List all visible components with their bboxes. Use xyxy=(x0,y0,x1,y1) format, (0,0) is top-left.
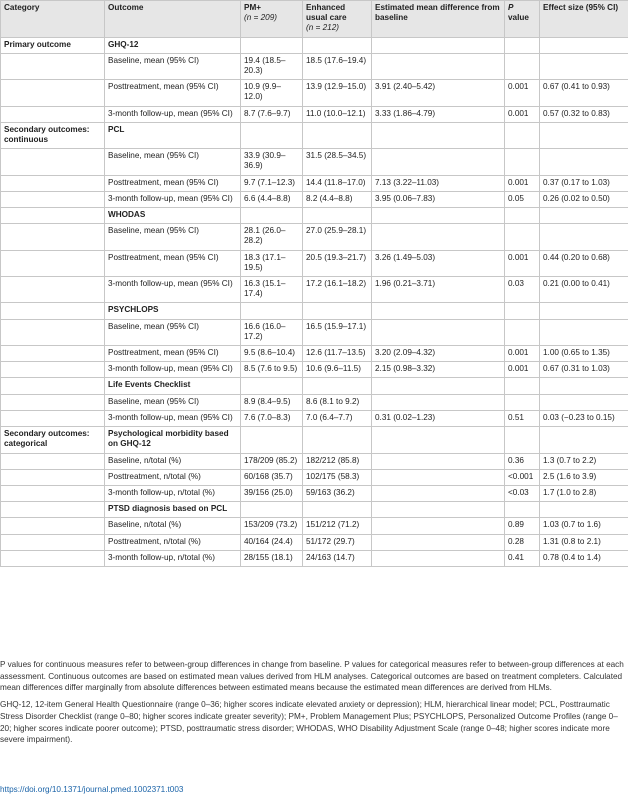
pm-cell: 10.9 (9.9–12.0) xyxy=(241,80,303,106)
effect-cell: 0.67 (0.31 to 1.03) xyxy=(540,362,628,378)
category-cell xyxy=(1,485,105,501)
section-row xyxy=(1,122,628,148)
pm-cell: 28/155 (18.1) xyxy=(241,550,303,566)
euc-cell: 59/163 (36.2) xyxy=(303,485,372,501)
effect-cell xyxy=(540,319,628,345)
effect-cell xyxy=(540,53,628,79)
header-p-value xyxy=(505,1,540,38)
pm-cell: 33.9 (30.9–36.9) xyxy=(241,149,303,175)
table-row xyxy=(1,106,628,122)
diff-cell xyxy=(372,37,505,53)
p-cell: 0.001 xyxy=(505,346,540,362)
pm-cell xyxy=(241,502,303,518)
diff-cell xyxy=(372,453,505,469)
header-enhanced-usual-care xyxy=(303,1,372,38)
p-cell xyxy=(505,53,540,79)
table-row xyxy=(1,362,628,378)
p-cell xyxy=(505,378,540,394)
category-cell xyxy=(1,250,105,276)
table-row xyxy=(1,80,628,106)
header-euc-label: Enhanced usual care xyxy=(306,3,347,23)
pm-cell: 40/164 (24.4) xyxy=(241,534,303,550)
category-cell xyxy=(1,469,105,485)
p-cell: 0.28 xyxy=(505,534,540,550)
outcome-cell: Baseline, mean (95% CI) xyxy=(105,149,241,175)
category-cell xyxy=(1,53,105,79)
outcome-cell: 3-month follow-up, mean (95% CI) xyxy=(105,191,241,207)
table-row xyxy=(1,485,628,501)
pm-cell: 28.1 (26.0–28.2) xyxy=(241,224,303,250)
effect-cell: 0.67 (0.41 to 0.93) xyxy=(540,80,628,106)
effect-cell xyxy=(540,208,628,224)
effect-cell xyxy=(540,122,628,148)
effect-cell: 0.26 (0.02 to 0.50) xyxy=(540,191,628,207)
category-cell xyxy=(1,378,105,394)
diff-cell: 3.20 (2.09–4.32) xyxy=(372,346,505,362)
header-category: Category xyxy=(1,1,105,38)
euc-cell: 14.4 (11.8–17.0) xyxy=(303,175,372,191)
p-cell xyxy=(505,303,540,319)
pm-cell: 153/209 (73.2) xyxy=(241,518,303,534)
effect-cell: 0.37 (0.17 to 1.03) xyxy=(540,175,628,191)
outcome-cell: PSYCHLOPS xyxy=(105,303,241,319)
effect-cell xyxy=(540,224,628,250)
category-cell xyxy=(1,208,105,224)
p-cell: 0.001 xyxy=(505,80,540,106)
pm-cell xyxy=(241,37,303,53)
effect-cell xyxy=(540,37,628,53)
effect-cell xyxy=(540,378,628,394)
category-cell xyxy=(1,277,105,303)
euc-cell xyxy=(303,502,372,518)
outcome-cell: 3-month follow-up, n/total (%) xyxy=(105,485,241,501)
diff-cell xyxy=(372,485,505,501)
effect-cell: 1.7 (1.0 to 2.8) xyxy=(540,485,628,501)
table-row xyxy=(1,149,628,175)
euc-cell: 8.2 (4.4–8.8) xyxy=(303,191,372,207)
effect-cell: 0.44 (0.20 to 0.68) xyxy=(540,250,628,276)
category-cell xyxy=(1,346,105,362)
outcome-cell: Baseline, mean (95% CI) xyxy=(105,319,241,345)
table-row xyxy=(1,394,628,410)
effect-cell: 1.03 (0.7 to 1.6) xyxy=(540,518,628,534)
diff-cell xyxy=(372,122,505,148)
category-cell xyxy=(1,362,105,378)
euc-cell: 31.5 (28.5–34.5) xyxy=(303,149,372,175)
pm-cell: 9.5 (8.6–10.4) xyxy=(241,346,303,362)
outcome-cell: PTSD diagnosis based on PCL xyxy=(105,502,241,518)
header-effect-size: Effect size (95% CI) xyxy=(540,1,628,38)
category-cell xyxy=(1,518,105,534)
diff-cell xyxy=(372,303,505,319)
pm-cell: 16.6 (16.0–17.2) xyxy=(241,319,303,345)
outcome-cell: Psychological morbidity based on GHQ-12 xyxy=(105,427,241,453)
category-cell xyxy=(1,534,105,550)
category-cell xyxy=(1,502,105,518)
p-cell: 0.001 xyxy=(505,106,540,122)
p-cell xyxy=(505,502,540,518)
outcome-cell: Baseline, mean (95% CI) xyxy=(105,394,241,410)
pm-cell: 7.6 (7.0–8.3) xyxy=(241,410,303,426)
diff-cell: 3.95 (0.06–7.83) xyxy=(372,191,505,207)
category-cell xyxy=(1,80,105,106)
table-body xyxy=(1,37,628,566)
section-row xyxy=(1,37,628,53)
table-row xyxy=(1,175,628,191)
category-cell xyxy=(1,394,105,410)
category-cell: Secondary outcomes: categorical xyxy=(1,427,105,453)
outcome-cell: Baseline, mean (95% CI) xyxy=(105,53,241,79)
outcome-cell: 3-month follow-up, mean (95% CI) xyxy=(105,410,241,426)
outcome-cell: PCL xyxy=(105,122,241,148)
outcome-cell: Life Events Checklist xyxy=(105,378,241,394)
outcome-cell: GHQ-12 xyxy=(105,37,241,53)
effect-cell: 0.03 (−0.23 to 0.15) xyxy=(540,410,628,426)
euc-cell: 27.0 (25.9–28.1) xyxy=(303,224,372,250)
table-row xyxy=(1,319,628,345)
diff-cell: 3.91 (2.40–5.42) xyxy=(372,80,505,106)
p-cell: <0.001 xyxy=(505,469,540,485)
p-cell xyxy=(505,208,540,224)
category-cell xyxy=(1,410,105,426)
table-row xyxy=(1,469,628,485)
pm-cell xyxy=(241,122,303,148)
outcome-cell: 3-month follow-up, n/total (%) xyxy=(105,550,241,566)
effect-cell: 0.78 (0.4 to 1.4) xyxy=(540,550,628,566)
header-pm-n: (n = 209) xyxy=(244,13,277,23)
table-row xyxy=(1,410,628,426)
euc-cell xyxy=(303,122,372,148)
euc-cell: 8.6 (8.1 to 9.2) xyxy=(303,394,372,410)
euc-cell: 182/212 (85.8) xyxy=(303,453,372,469)
section-row xyxy=(1,502,628,518)
effect-cell: 2.5 (1.6 to 3.9) xyxy=(540,469,628,485)
diff-cell xyxy=(372,502,505,518)
euc-cell: 51/172 (29.7) xyxy=(303,534,372,550)
euc-cell: 151/212 (71.2) xyxy=(303,518,372,534)
pm-cell xyxy=(241,427,303,453)
table-row xyxy=(1,534,628,550)
effect-cell: 1.3 (0.7 to 2.2) xyxy=(540,453,628,469)
table-row xyxy=(1,250,628,276)
pm-cell: 18.3 (17.1–19.5) xyxy=(241,250,303,276)
outcome-cell: 3-month follow-up, mean (95% CI) xyxy=(105,362,241,378)
euc-cell xyxy=(303,208,372,224)
table-row xyxy=(1,191,628,207)
outcome-cell: Baseline, mean (95% CI) xyxy=(105,224,241,250)
diff-cell xyxy=(372,550,505,566)
table-row xyxy=(1,346,628,362)
outcome-cell: Posttreatment, mean (95% CI) xyxy=(105,346,241,362)
p-cell: 0.51 xyxy=(505,410,540,426)
category-cell xyxy=(1,149,105,175)
outcome-cell: Posttreatment, mean (95% CI) xyxy=(105,175,241,191)
table-header-row xyxy=(1,1,628,38)
p-cell: 0.001 xyxy=(505,362,540,378)
category-cell xyxy=(1,191,105,207)
diff-cell xyxy=(372,518,505,534)
p-cell: 0.89 xyxy=(505,518,540,534)
category-cell xyxy=(1,319,105,345)
table-row xyxy=(1,277,628,303)
euc-cell: 12.6 (11.7–13.5) xyxy=(303,346,372,362)
euc-cell xyxy=(303,303,372,319)
effect-cell xyxy=(540,502,628,518)
effect-cell xyxy=(540,303,628,319)
header-p-rest: value xyxy=(508,13,529,23)
p-cell xyxy=(505,37,540,53)
outcome-cell: Posttreatment, n/total (%) xyxy=(105,534,241,550)
diff-cell xyxy=(372,469,505,485)
section-row xyxy=(1,303,628,319)
euc-cell: 18.5 (17.6–19.4) xyxy=(303,53,372,79)
p-cell: 0.001 xyxy=(505,250,540,276)
effect-cell xyxy=(540,149,628,175)
effect-cell: 0.21 (0.00 to 0.41) xyxy=(540,277,628,303)
outcome-cell: Posttreatment, mean (95% CI) xyxy=(105,250,241,276)
euc-cell: 16.5 (15.9–17.1) xyxy=(303,319,372,345)
header-pm-plus xyxy=(241,1,303,38)
outcome-cell: Baseline, n/total (%) xyxy=(105,518,241,534)
diff-cell xyxy=(372,224,505,250)
outcome-cell: WHODAS xyxy=(105,208,241,224)
outcome-cell: 3-month follow-up, mean (95% CI) xyxy=(105,277,241,303)
p-cell xyxy=(505,122,540,148)
euc-cell: 7.0 (6.4–7.7) xyxy=(303,410,372,426)
header-pm-label: PM+ xyxy=(244,3,262,12)
pm-cell: 60/168 (35.7) xyxy=(241,469,303,485)
euc-cell xyxy=(303,37,372,53)
p-cell xyxy=(505,149,540,175)
diff-cell: 1.96 (0.21–3.71) xyxy=(372,277,505,303)
diff-cell xyxy=(372,208,505,224)
category-cell xyxy=(1,303,105,319)
euc-cell xyxy=(303,378,372,394)
euc-cell: 13.9 (12.9–15.0) xyxy=(303,80,372,106)
effect-cell: 0.57 (0.32 to 0.83) xyxy=(540,106,628,122)
category-cell: Secondary outcomes: continuous xyxy=(1,122,105,148)
diff-cell xyxy=(372,149,505,175)
diff-cell xyxy=(372,378,505,394)
category-cell xyxy=(1,175,105,191)
section-row xyxy=(1,378,628,394)
pm-cell: 6.6 (4.4–8.8) xyxy=(241,191,303,207)
diff-cell: 0.31 (0.02–1.23) xyxy=(372,410,505,426)
diff-cell xyxy=(372,534,505,550)
pm-cell: 9.7 (7.1–12.3) xyxy=(241,175,303,191)
header-mean-difference: Estimated mean difference from baseline xyxy=(372,1,505,38)
euc-cell: 20.5 (19.3–21.7) xyxy=(303,250,372,276)
pm-cell xyxy=(241,208,303,224)
pm-cell: 8.5 (7.6 to 9.5) xyxy=(241,362,303,378)
effect-cell: 1.00 (0.65 to 1.35) xyxy=(540,346,628,362)
footnote-1: P values for continuous measures refer to between-group differences in change from baseline. P values for categorical measures refer to between-group differences at each assessment. Continuous outcomes are based on estimated mean values derived from HLM analyses. Categorical outcomes are based on treatment completers. Calculated mean differences differ marginally from absolute differences between estimated means because the estimated mean differences are derived from HLMs. xyxy=(0,660,624,693)
pm-cell xyxy=(241,303,303,319)
pm-cell: 19.4 (18.5–20.3) xyxy=(241,53,303,79)
category-cell xyxy=(1,106,105,122)
table-row xyxy=(1,518,628,534)
p-cell: 0.03 xyxy=(505,277,540,303)
section-row xyxy=(1,427,628,453)
pm-cell: 8.9 (8.4–9.5) xyxy=(241,394,303,410)
header-outcome: Outcome xyxy=(105,1,241,38)
category-cell xyxy=(1,550,105,566)
section-row xyxy=(1,208,628,224)
effect-cell: 1.31 (0.8 to 2.1) xyxy=(540,534,628,550)
effect-cell xyxy=(540,394,628,410)
outcome-cell: Baseline, n/total (%) xyxy=(105,453,241,469)
category-cell xyxy=(1,453,105,469)
footnote-2: GHQ-12, 12-item General Health Questionnaire (range 0–36; higher scores indicate elevated anxiety or depression); HLM, hierarchical linear model; PCL, Posttraumatic Stress Disorder Checklist (range 0–80; higher scores indicate greater severity); PM+, Problem Management Plus; PSYCHLOPS, Personalized Outcome Profiles (range 0–20; higher scores indicate poorer outcome); PTSD, posttraumatic stress disorder; WHODAS, WHO Disability Adjustment Scale (range 0–48; higher scores indicate more severe impairment). xyxy=(0,700,618,745)
pm-cell: 16.3 (15.1–17.4) xyxy=(241,277,303,303)
outcome-cell: Posttreatment, mean (95% CI) xyxy=(105,80,241,106)
header-p-italic: P xyxy=(508,3,514,12)
euc-cell: 11.0 (10.0–12.1) xyxy=(303,106,372,122)
diff-cell: 7.13 (3.22–11.03) xyxy=(372,175,505,191)
outcome-cell: Posttreatment, n/total (%) xyxy=(105,469,241,485)
pm-cell: 178/209 (85.2) xyxy=(241,453,303,469)
pm-cell: 39/156 (25.0) xyxy=(241,485,303,501)
effect-cell xyxy=(540,427,628,453)
doi-link[interactable]: https://doi.org/10.1371/journal.pmed.1002371.t003 xyxy=(0,785,184,794)
table-row xyxy=(1,53,628,79)
euc-cell: 10.6 (9.6–11.5) xyxy=(303,362,372,378)
outcome-cell: 3-month follow-up, mean (95% CI) xyxy=(105,106,241,122)
diff-cell xyxy=(372,394,505,410)
diff-cell: 2.15 (0.98–3.32) xyxy=(372,362,505,378)
pm-cell xyxy=(241,378,303,394)
table-row xyxy=(1,453,628,469)
p-cell: 0.41 xyxy=(505,550,540,566)
diff-cell: 3.33 (1.86–4.79) xyxy=(372,106,505,122)
table-row xyxy=(1,550,628,566)
table-footnotes xyxy=(0,659,626,751)
diff-cell xyxy=(372,53,505,79)
diff-cell xyxy=(372,427,505,453)
table-row xyxy=(1,224,628,250)
category-cell xyxy=(1,224,105,250)
p-cell: 0.05 xyxy=(505,191,540,207)
p-cell: <0.03 xyxy=(505,485,540,501)
p-cell xyxy=(505,394,540,410)
euc-cell: 24/163 (14.7) xyxy=(303,550,372,566)
header-euc-n: (n = 212) xyxy=(306,23,339,33)
p-cell xyxy=(505,224,540,250)
p-cell: 0.001 xyxy=(505,175,540,191)
pm-cell: 8.7 (7.6–9.7) xyxy=(241,106,303,122)
euc-cell: 102/175 (58.3) xyxy=(303,469,372,485)
diff-cell xyxy=(372,319,505,345)
euc-cell: 17.2 (16.1–18.2) xyxy=(303,277,372,303)
p-cell: 0.36 xyxy=(505,453,540,469)
p-cell xyxy=(505,319,540,345)
diff-cell: 3.26 (1.49–5.03) xyxy=(372,250,505,276)
euc-cell xyxy=(303,427,372,453)
p-cell xyxy=(505,427,540,453)
category-cell: Primary outcome xyxy=(1,37,105,53)
